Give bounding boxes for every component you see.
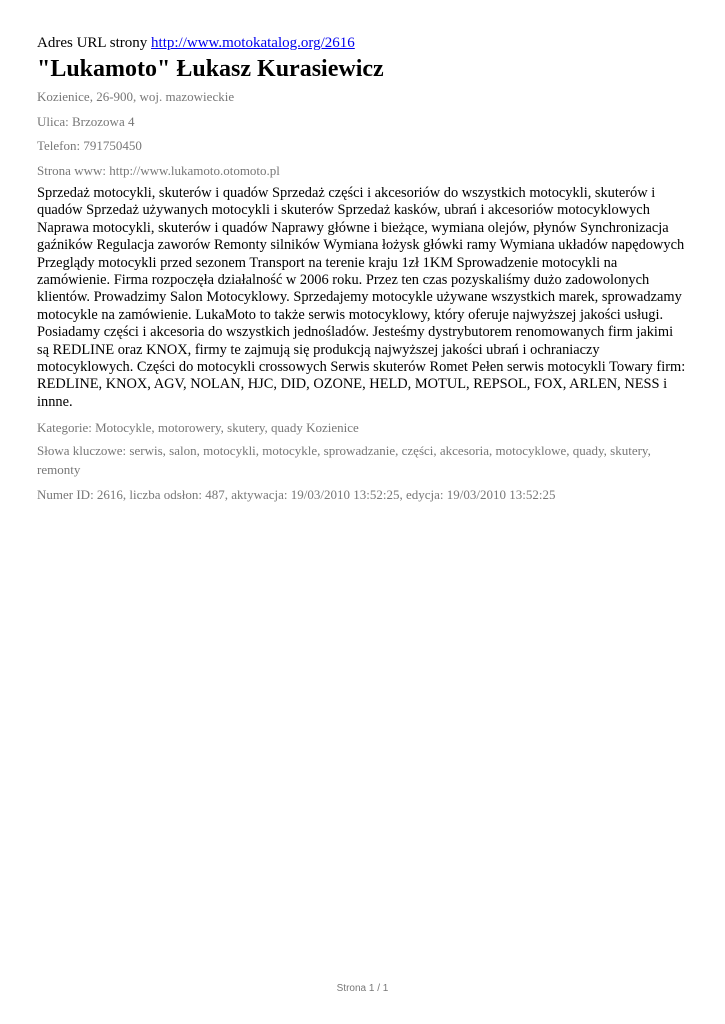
company-description: Sprzedaż motocykli, skuterów i quadów Sprzedaż części i akcesoriów do wszystkich motocykli, skuterów i quadów Sprzedaż używanych motocykli i skuterów Sprzedaż kasków, ubrań i akcesoriów motocyklowych Naprawa motocykli, skuterów i quadów Naprawy główne i bieżące, wymiana olejów, płynów Synchronizacja gaźników Regulacja zaworów Remonty silników Wymiana łożysk główki ramy Wymiana układów napędowych Przeglądy motocykli przed sezonem Transport na terenie kraju 1zł 1KM Sprowadzenie motocykli na zamówienie. Firma rozpoczęła działalność w 2006 roku. Przez ten czas pozyskaliśmy dużo zadowolonych klientów. Prowadzimy Salon Motocyklowy. Sprzedajemy motocykle używane wszystkich marek, sprowadzamy motocykle na zamówienie. LukaMoto to także serwis motocyklowy, który oferuje najwyższej jakości usługi. Posiadamy części i akcesoria do wszystkich jednośladów. Jesteśmy dystrybutorem renomowanych firm jakimi są REDLINE oraz KNOX, firmy te zajmują się produkcją najwyższej jakości ubrań i ochraniaczy motocyklowych. Części do motocykli crossowych Serwis skuterów Romet Pełen serwis motocykli Towary firm: REDLINE, KNOX, AGV, NOLAN, HJC, DID, OZONE, HELD, MOTUL, REPSOL, FOX, ARLEN, NESS i innne. (37, 185, 686, 410)
company-location: Kozienice, 26-900, woj. mazowieckie (37, 89, 235, 104)
page-url-link[interactable]: http://www.motokatalog.org/2616 (151, 35, 355, 51)
company-phone: Telefon: 791750450 (37, 138, 142, 153)
company-street: Ulica: Brzozowa 4 (37, 114, 135, 129)
company-keywords: Słowa kluczowe: serwis, salon, motocykli, motocykle, sprowadzanie, części, akcesoria, motocyklowe, quady, skutery, remonty (37, 443, 651, 478)
page-number: Strona 1 / 1 (336, 983, 389, 994)
document-page (37, 32, 687, 504)
record-meta: Numer ID: 2616, liczba odsłon: 487, aktywacja: 19/03/2010 13:52:25, edycja: 19/03/2010 13:52:25 (37, 487, 556, 503)
company-website: Strona www: http://www.lukamoto.otomoto.pl (37, 163, 280, 178)
company-name: "Lukamoto" Łukasz Kurasiewicz (37, 56, 384, 82)
company-categories: Kategorie: Motocykle, motorowery, skutery, quady Kozienice (37, 420, 359, 436)
page-url-line (37, 32, 687, 54)
page-url-label: Adres URL strony (37, 35, 148, 51)
